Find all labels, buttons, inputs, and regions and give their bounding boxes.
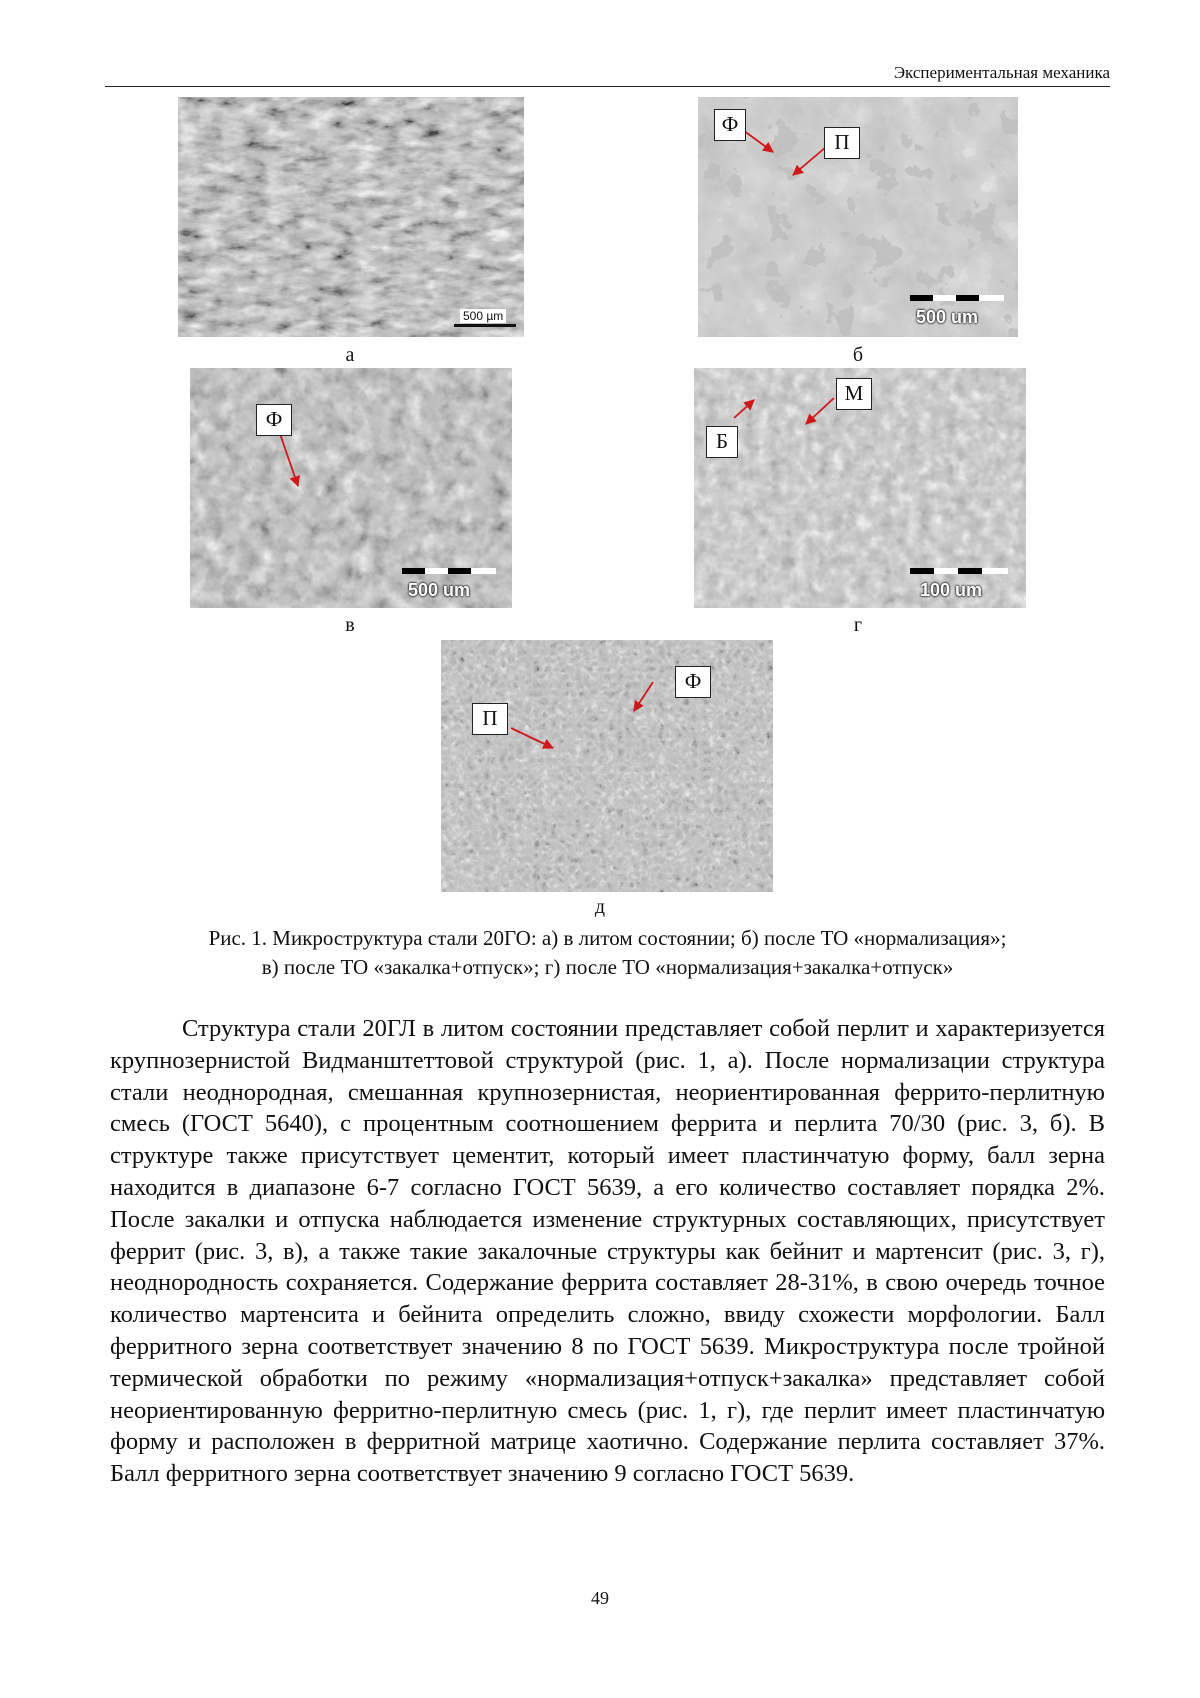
micrograph-d xyxy=(441,640,773,892)
marker-bainite-g: Б xyxy=(706,426,738,458)
micrograph-a-scale-bar xyxy=(454,324,516,327)
micrograph-a-image xyxy=(178,97,524,337)
running-header xyxy=(105,62,1110,87)
micrograph-d-image xyxy=(441,640,773,892)
page-number: 49 xyxy=(591,1588,609,1608)
marker-martensite-g: М xyxy=(836,378,872,410)
micrograph-a xyxy=(178,97,524,337)
micrograph-v xyxy=(190,368,512,608)
body-paragraph: Структура стали 20ГЛ в литом состоянии представляет собой перлит и характеризуется крупнозернистой Видманштеттовой структурой (рис. 1, а). После нормализации структура стали неоднородная, смешанная крупнозернистая, неориентированная феррито-перлитную смесь (ГОСТ 5640), с процентным соотношением феррита и перлита 70/30 (рис. 3, б). В структуре также присутствует цементит, который имеет пластинчатую форму, балл зерна находится в диапазоне 6-7 согласно ГОСТ 5639, а его количество составляет порядка 2%. После закалки и отпуска наблюдается изменение структурных составляющих, присутствует феррит (рис. 3, в), а также такие закалочные структуры как бейнит и мартенсит (рис. 3, г), неоднородность сохраняется. Содержание феррита составляет 28-31%, в свою очередь точное количество мартенсита и бейнита определить сложно, ввиду схожести морфологии. Балл ферритного зерна соответствует значению 8 по ГОСТ 5639. Микроструктура после тройной термической обработки по режиму «нормализация+отпуск+закалка» представляет собой неориентированную ферритно-перлитную смесь (рис. 1, г), где перлит имеет пластинчатую форму и расположен в ферритной матрице хаотично. Содержание перлита составляет 37%. Балл ферритного зерна соответствует значению 9 согласно ГОСТ 5639. xyxy=(110,1015,1105,1488)
micrograph-g-scale-label: 100 um xyxy=(920,580,983,600)
running-header-title: Экспериментальная механика xyxy=(893,63,1110,82)
panel-label-d: д xyxy=(594,896,606,918)
marker-pearlite-b: П xyxy=(824,127,860,159)
figure-caption-line-2: в) после ТО «закалка+отпуск»; г) после ТО «нормализация+закалка+отпуск» xyxy=(261,955,954,979)
panel-label-a: а xyxy=(345,344,355,366)
micrograph-b-scale-label: 500 um xyxy=(916,307,979,327)
panel-label-v: в xyxy=(345,614,355,636)
marker-ferrite-b: Ф xyxy=(714,109,746,141)
micrograph-v-scale-label: 500 um xyxy=(408,580,471,600)
micrograph-a-scale-label: 500 µm xyxy=(460,309,506,323)
marker-ferrite-d: Ф xyxy=(675,666,711,698)
panel-label-g: г xyxy=(853,614,863,636)
marker-pearlite-d: П xyxy=(472,703,508,735)
panel-label-b: б xyxy=(852,344,864,366)
figure-caption xyxy=(105,924,1110,982)
micrograph-b xyxy=(698,97,1018,337)
marker-ferrite-v: Ф xyxy=(256,404,292,436)
micrograph-g xyxy=(694,368,1026,608)
micrograph-v-image xyxy=(190,368,512,608)
figure-caption-line-1: Рис. 1. Микроструктура стали 20ГО: а) в литом состоянии; б) после ТО «нормализация»; xyxy=(208,926,1007,950)
